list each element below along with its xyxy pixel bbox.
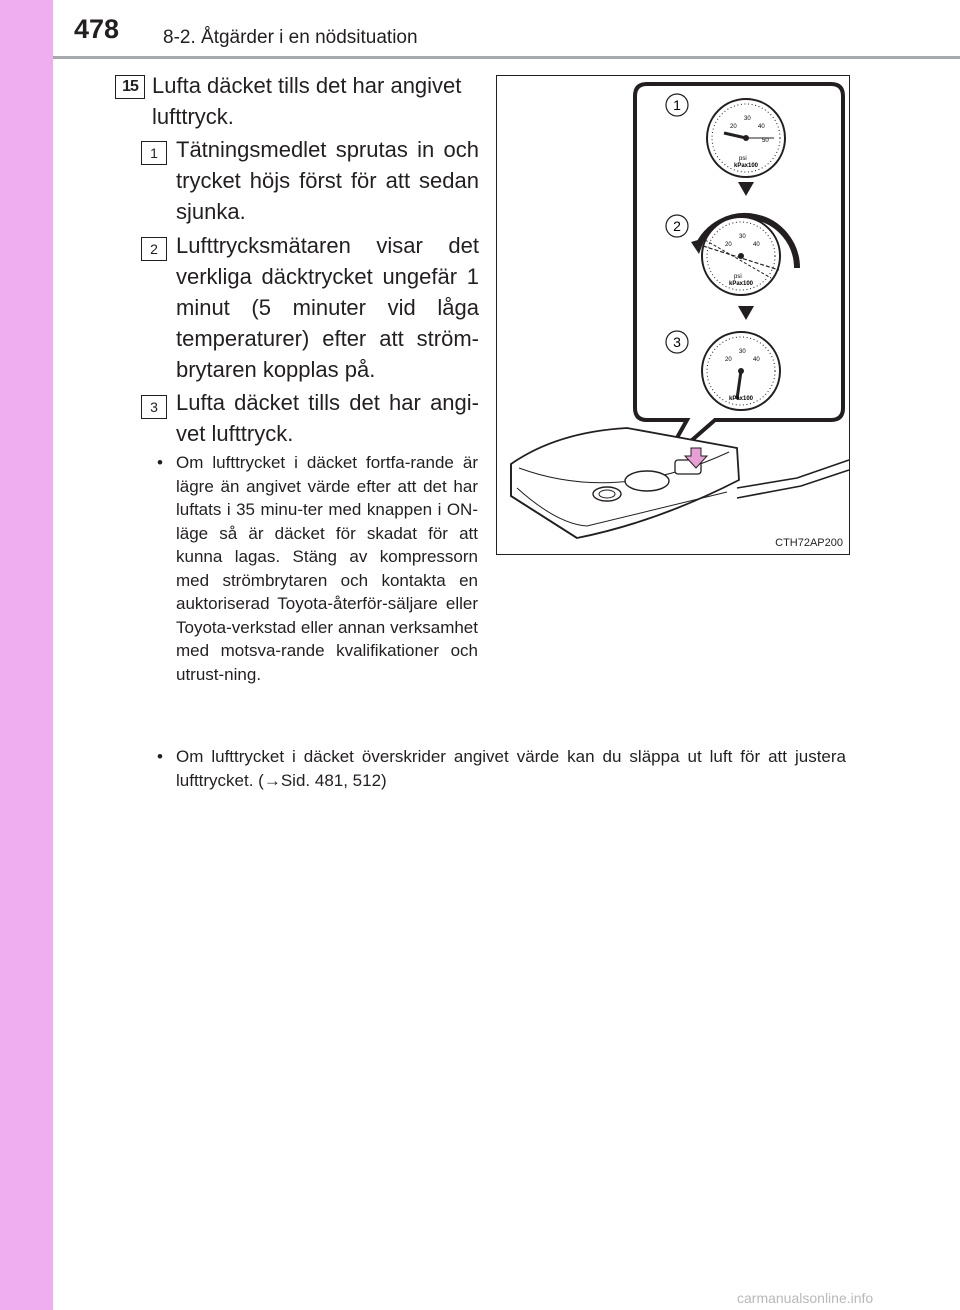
svg-text:kPax100: kPax100: [729, 396, 754, 402]
step-number-badge: 15: [115, 75, 145, 99]
bullet-2-dot: •: [157, 747, 163, 766]
footer-watermark: carmanualsonline.info: [737, 1290, 874, 1306]
svg-text:2: 2: [673, 218, 681, 234]
substep-3-number: 3: [141, 395, 167, 419]
gauge-3: [702, 332, 780, 410]
svg-text:30: 30: [744, 116, 751, 122]
chapter-tab: [0, 0, 53, 1310]
compressor-gauge-illustration: [496, 75, 850, 555]
substep-2-text: Lufttrycksmätaren visar det verkliga däcktrycket ungefär 1 minut (5 minuter vid låga temperaturer) efter att ström-brytaren kopplas på.: [176, 233, 479, 382]
svg-text:20: 20: [725, 357, 732, 363]
section-title: 8-2. Åtgärder i en nödsituation: [163, 27, 418, 48]
header-divider: [53, 56, 960, 59]
svg-text:20: 20: [730, 124, 737, 130]
svg-text:40: 40: [753, 357, 760, 363]
gauge-1: [707, 99, 785, 177]
svg-text:1: 1: [673, 97, 681, 113]
svg-text:kPax100: kPax100: [734, 163, 759, 169]
svg-text:40: 40: [758, 124, 765, 130]
substep-2-number: 2: [141, 237, 167, 261]
callout-3: [666, 331, 688, 353]
note-2-text: Om lufttrycket i däcket överskrider angivet värde kan du släppa ut luft för att justera lufttrycket. (→Sid. 481, 512): [176, 747, 846, 790]
callout-1: [666, 94, 688, 116]
svg-text:3: 3: [673, 334, 681, 350]
svg-text:kPax100: kPax100: [729, 281, 754, 287]
svg-text:psi: psi: [739, 156, 747, 162]
svg-text:30: 30: [739, 349, 746, 355]
svg-text:40: 40: [753, 242, 760, 248]
page-number: 478: [74, 14, 120, 44]
illustration-graphic: [497, 76, 851, 556]
bullet-1-dot: •: [157, 453, 163, 472]
substep-3-text: Lufta däcket tills det har angi-vet lufttryck.: [176, 390, 479, 446]
callout-2: [666, 215, 688, 237]
svg-text:20: 20: [725, 242, 732, 248]
svg-text:50: 50: [762, 138, 769, 144]
step-text: Lufta däcket tills det har angivet lufttryck.: [152, 73, 462, 129]
compressor-unit: [511, 428, 849, 538]
figure-code: CTH72AP200: [775, 537, 843, 549]
substep-1-text: Tätningsmedlet sprutas in och trycket höjs först för att sedan sjunka.: [176, 137, 479, 224]
svg-text:30: 30: [739, 234, 746, 240]
note-1-text: Om lufttrycket i däcket fortfa-rande är lägre än angivet värde efter att det har luftats i 35 minu-ter med knappen i ON-läge så är däcket för skadat för att kunna lagas. Stäng av kompressorn med strömbrytaren och kontakta en auktoriserad Toyota-återför-säljare eller Toyota-verkstad eller annan verksamhet med motsva-rande kvalifikationer och utrust-ning.: [176, 453, 478, 684]
substep-1-number: 1: [141, 141, 167, 165]
svg-text:psi: psi: [734, 274, 742, 280]
